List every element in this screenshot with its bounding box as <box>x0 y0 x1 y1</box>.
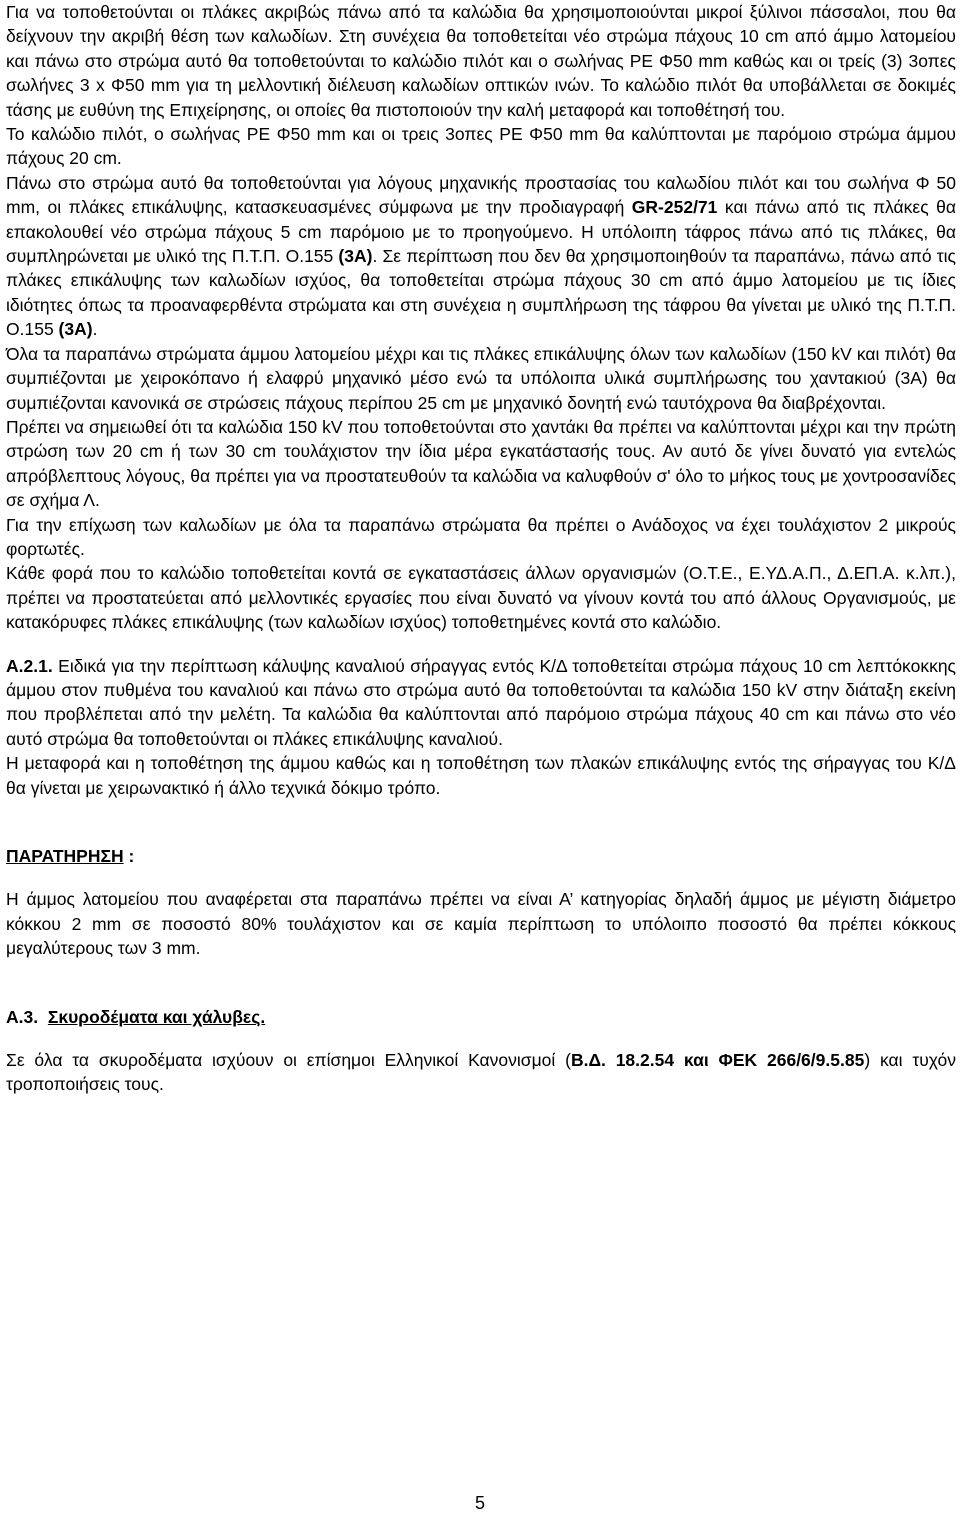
page-number: 5 <box>474 1493 485 1513</box>
regulation-ref: Β.Δ. 18.2.54 και ΦΕΚ 266/6/9.5.85 <box>570 1050 865 1071</box>
paragraph-1: Για να τοποθετούνται οι πλάκες ακριβώς πάνω από τα καλώδια θα χρησιμοποιούνται μικροί ξύλινοι πάσσαλοι, που θα δείχνουν την ακριβή θέση των καλωδίων. Στη συνέχεια θα τοποθετείται νέο στρώμα πάχους 10 cm από άμμο λατομείου και πάνω στο στρώμα αυτό θα τοποθετούνται το καλώδιο πιλότ και ο σωλήνας PE Φ50 mm καθώς και οι τρείς (3) 3οπες σωλήνες 3 x Φ50 mm για τη μελλοντική διέλευση καλωδίων οπτικών ινών. Το καλώδιο πιλότ θα υποβάλλεται σε δοκιμές τάσης με ευθύνη της Επιχείρησης, οι οποίες θα πιστοποιούν την καλή μεταφορά και τοποθέτησή του. <box>6 2 956 120</box>
remark-label: ΠΑΡΑΤΗΡΗΣΗ <box>6 846 124 866</box>
paragraph-10 <box>6 1048 956 1097</box>
p10-text-a: Σε όλα τα σκυροδέματα ισχύουν οι επίσημοι Ελληνικοί Κανονισμοί ( <box>6 1050 571 1071</box>
paragraph-6: Για την επίχωση των καλωδίων με όλα τα παραπάνω στρώματα θα πρέπει ο Ανάδοχος να έχει τουλάχιστον 2 μικρούς φορτωτές. <box>6 514 956 559</box>
material-ref-2: (3Α) <box>58 319 93 340</box>
paragraph-5: Πρέπει να σημειωθεί ότι τα καλώδια 150 kV που τοποθετούνται στο χαντάκι θα πρέπει να καλύπτονται μέχρι και την πρώτη στρώση των 20 cm ή των 30 cm τουλάχιστον την ίδια μέρα εγκατάστασής τους. Αν αυτό δε γίνει δυνατό για εντελώς απρόβλεπτους λόγους, θα πρέπει για να προστατευθούν τα καλώδια να καλυφθούν σ' όλο το μήκος τους με χοντροσανίδες σε σχήμα Λ. <box>6 416 956 511</box>
paragraph-8: Η μεταφορά και η τοποθέτηση της άμμου καθώς και η τοποθέτηση των πλακών επικάλυψης εντός της σήραγγας του Κ/Δ θα γίνεται με χειρωνακτικό ή άλλο τεχνικά δόκιμο τρόπο. <box>6 753 956 798</box>
remark-colon: : <box>123 846 135 866</box>
paragraph-3 <box>6 171 956 342</box>
section-a21 <box>6 654 956 752</box>
material-ref-1: (3Α) <box>338 246 373 267</box>
paragraph-2: Το καλώδιο πιλότ, ο σωλήνας PE Φ50 mm και οι τρεις 3οπες PE Φ50 mm θα καλύπτονται με παρόμοιο στρώμα άμμου πάχους 20 cm. <box>6 124 956 169</box>
section-a3-heading <box>6 1005 956 1029</box>
p10-text-c: ) και τυχόν τροποποιήσεις τους. <box>6 1050 956 1095</box>
section-a3-label: Α.3. <box>6 1006 39 1027</box>
section-a3-title: Σκυροδέματα και χάλυβες. <box>47 1006 266 1027</box>
section-a21-label: Α.2.1. <box>6 655 53 676</box>
p3-text-g: . <box>92 319 98 340</box>
paragraph-9: Η άμμος λατομείου που αναφέρεται στα παραπάνω πρέπει να είναι Α’ κατηγορίας δηλαδή άμμος με μέγιστη διάμετρο κόκκου 2 mm σε ποσοστό 80% τουλάχιστον και σε καμία περίπτωση το υπόλοιπο ποσοστό θα πρέπει κόκκους μεγαλύτερους των 3 mm. <box>6 889 956 959</box>
p3-text-e: . Σε περίπτωση που δεν θα χρησιμοποιηθούν τα παραπάνω, πάνω από τις πλάκες επικάλυψης των καλωδίων ισχύος, θα τοποθετείται στρώμα πάχους 30 cm από άμμο λατομείου με τις ίδιες ιδιότητες όπως τα προαναφερθέντα στρώματα και στη συνέχεια η συμπλήρωση της τάφρου θα γίνεται με υλικό της Π.Τ.Π. Ο.155 <box>6 246 956 340</box>
spec-ref: GR-252/71 <box>631 197 718 218</box>
remark-heading <box>6 844 956 868</box>
p3-text-a: Πάνω στο στρώμα αυτό θα τοποθετούνται για λόγους μηχανικής προστασίας του καλωδίου πιλότ και του σωλήνα Φ 50 mm, οι πλάκες επικάλυψης, κατασκευασμένες σύμφωνα με την προδιαγραφή <box>6 172 956 218</box>
p3-text-c: και πάνω από τις πλάκες θα επακολουθεί νέο στρώμα πάχους 5 cm παρόμοιο με το προηγούμενο. Η υπόλοιπη τάφρος πάνω από τις πλάκες, θα συμπληρώνεται με υλικό της Π.Τ.Π. Ο.155 <box>6 197 956 267</box>
document-page <box>6 0 956 1097</box>
paragraph-4: Όλα τα παραπάνω στρώματα άμμου λατομείου μέχρι και τις πλάκες επικάλυψης όλων των καλωδίων (150 kV και πιλότ) θα συμπιέζονται με χειροκόπανο ή ελαφρύ μηχανικό μέσο ενώ τα υπόλοιπα υλικά συμπλήρωσης του χαντακιού (3Α) θα συμπιέζονται κανονικά σε στρώσεις πάχους περίπου 25 cm με μηχανικό δονητή ενώ ταυτόχρονα θα διαβρέχονται. <box>6 343 956 413</box>
paragraph-7: Κάθε φορά που το καλώδιο τοποθετείται κοντά σε εγκαταστάσεις άλλων οργανισμών (Ο.Τ.Ε., Ε.ΥΔ.Α.Π., Δ.ΕΠ.Α. κ.λπ.), πρέπει να προστατεύεται από μελλοντικές εργασίες που είναι δυνατό να γίνουν κοντά του από άλλους Οργανισμούς, με κατακόρυφες πλάκες επικάλυψης (των καλωδίων ισχύος) τοποθετημένες κοντά στο καλώδιο. <box>6 563 956 633</box>
section-a21-text: Ειδικά για την περίπτωση κάλυψης καναλιού σήραγγας εντός Κ/Δ τοποθετείται στρώμα πάχους 10 cm λεπτόκοκκης άμμου στον πυθμένα του καναλιού και πάνω στο στρώμα αυτό θα τοποθετούνται τα καλώδια 150 kV στην διάταξη εκείνη που προβλέπεται από την μελέτη. Τα καλώδια θα καλύπτονται από παρόμοιο στρώμα πάχους 40 cm και πάνω στο νέο αυτό στρώμα θα τοποθετούνται οι πλάκες επικάλυψης καναλιού. <box>6 655 956 749</box>
